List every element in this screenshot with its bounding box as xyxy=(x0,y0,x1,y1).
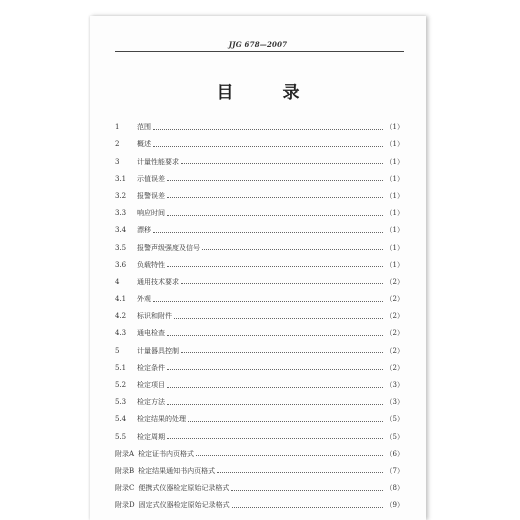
toc-entry-number: 附录B xyxy=(115,466,135,475)
toc-entry-number: 附录D xyxy=(115,501,135,510)
toc-entry-page: （5） xyxy=(385,415,404,424)
header-rule xyxy=(115,51,404,52)
toc-entry-number: 3.3 xyxy=(115,209,127,218)
toc-entry-number: 3.6 xyxy=(115,260,127,269)
toc-entry-page: （1） xyxy=(385,243,404,252)
toc-entry-page: （2） xyxy=(385,363,404,372)
toc-entry-page: （2） xyxy=(385,295,404,304)
toc-entry-number: 4.2 xyxy=(115,312,127,321)
toc-entry-title: 检定证书内页格式 xyxy=(138,449,195,458)
toc-entry-number: 5.4 xyxy=(115,415,127,424)
toc-entry xyxy=(115,337,404,354)
toc-entry-number: 3 xyxy=(115,157,120,166)
toc-entry-title: 响应时间 xyxy=(137,209,165,218)
toc-entry-page: （1） xyxy=(385,123,404,132)
toc-entry-title: 通用技术要求 xyxy=(137,277,179,286)
toc-entry-number: 4.1 xyxy=(115,295,127,304)
toc-entry xyxy=(115,492,404,509)
toc-leader-dots xyxy=(196,455,383,456)
toc-leader-dots xyxy=(167,438,383,439)
toc-entry xyxy=(115,269,404,286)
toc-entry-title: 检定周期 xyxy=(137,432,165,441)
toc-entry xyxy=(115,475,404,492)
toc-leader-dots xyxy=(181,163,383,164)
toc-entry-number: 附录A xyxy=(115,449,135,458)
toc-entry-page: （8） xyxy=(385,484,404,493)
toc-entry xyxy=(115,217,404,234)
toc-entry-page: （1） xyxy=(385,157,404,166)
toc-entry-page: （1） xyxy=(385,140,404,149)
toc-entry-number: 5.3 xyxy=(115,398,127,407)
toc-entry-title: 漂移 xyxy=(137,226,151,235)
toc-leader-dots xyxy=(167,266,383,267)
toc-entry xyxy=(115,389,404,406)
toc-entry-title: 外观 xyxy=(137,295,151,304)
standard-code: JJG 678—2007 xyxy=(228,40,288,49)
toc-entry-page: （9） xyxy=(385,501,404,510)
toc-leader-dots xyxy=(167,335,383,336)
toc-entry xyxy=(115,441,404,458)
toc-entry-page: （1） xyxy=(385,174,404,183)
toc-entry-title: 检定条件 xyxy=(137,363,165,372)
toc-entry-page: （1） xyxy=(385,191,404,200)
toc-entry-page: （2） xyxy=(385,346,404,355)
toc-entry xyxy=(115,355,404,372)
toc-leader-dots xyxy=(181,352,383,353)
toc-entry xyxy=(115,114,404,131)
toc-leader-dots xyxy=(167,180,383,181)
toc-entry-page: （6） xyxy=(385,449,404,458)
table-of-contents xyxy=(115,114,404,509)
toc-leader-dots xyxy=(232,507,383,508)
toc-entry-number: 5.2 xyxy=(115,381,127,389)
toc-leader-dots xyxy=(174,318,383,319)
toc-entry-number: 4.3 xyxy=(115,329,127,338)
toc-entry-page: （2） xyxy=(385,329,404,338)
toc-entry-number: 4 xyxy=(115,277,120,286)
toc-leader-dots xyxy=(231,490,383,491)
toc-entry-title: 负载特性 xyxy=(137,260,165,269)
toc-entry-number: 5.1 xyxy=(115,363,127,372)
toc-leader-dots xyxy=(167,387,383,388)
toc-entry xyxy=(115,320,404,337)
toc-entry-page: （5） xyxy=(385,432,404,441)
toc-entry xyxy=(115,406,404,423)
toc-entry-title: 固定式仪器检定原始记录格式 xyxy=(138,501,230,510)
toc-entry-number: 3.2 xyxy=(115,191,127,200)
toc-entry-number: 3.1 xyxy=(115,174,127,183)
toc-leader-dots xyxy=(202,249,383,250)
toc-entry-page: （3） xyxy=(385,398,404,407)
toc-entry xyxy=(115,131,404,148)
toc-leader-dots xyxy=(217,472,383,473)
toc-entry-number: 5 xyxy=(115,346,120,355)
toc-entry-title: 检定结果通知书内页格式 xyxy=(138,466,216,475)
document-page xyxy=(90,16,426,520)
toc-leader-dots xyxy=(188,421,383,422)
toc-entry-number: 附录C xyxy=(115,484,135,493)
toc-entry-title: 检定项目 xyxy=(137,381,165,389)
toc-entry-title: 检定结果的处理 xyxy=(137,415,186,424)
toc-leader-dots xyxy=(167,215,383,216)
toc-entry xyxy=(115,183,404,200)
toc-leader-dots xyxy=(153,146,383,147)
toc-entry-title: 计量性能要求 xyxy=(137,157,179,166)
toc-entry-title: 报警声级强度及信号 xyxy=(137,243,200,252)
toc-entry-page: （1） xyxy=(385,209,404,218)
toc-leader-dots xyxy=(153,232,383,233)
toc-leader-dots xyxy=(153,129,383,130)
toc-entry xyxy=(115,252,404,269)
toc-entry-page: （1） xyxy=(385,260,404,269)
toc-entry-number: 5.5 xyxy=(115,432,127,441)
toc-entry-title: 便携式仪器检定原始记录格式 xyxy=(138,484,230,493)
toc-leader-dots xyxy=(153,301,383,302)
toc-entry-number: 1 xyxy=(115,123,120,132)
toc-entry-title: 示值误差 xyxy=(137,174,165,183)
toc-entry xyxy=(115,286,404,303)
toc-entry xyxy=(115,372,404,389)
toc-title: 目 录 xyxy=(216,83,316,103)
toc-entry-page: （2） xyxy=(385,277,404,286)
toc-entry xyxy=(115,200,404,217)
toc-entry xyxy=(115,423,404,440)
toc-entry-number: 3.4 xyxy=(115,226,127,235)
toc-entry xyxy=(115,303,404,320)
toc-entry-page: （7） xyxy=(385,466,404,475)
toc-entry-page: （1） xyxy=(385,226,404,235)
toc-entry-page: （3） xyxy=(385,381,404,389)
toc-entry-title: 概述 xyxy=(137,140,151,149)
toc-entry-title: 计量器具控制 xyxy=(137,346,179,355)
toc-leader-dots xyxy=(167,197,383,198)
toc-entry-title: 检定方法 xyxy=(137,398,165,407)
toc-entry xyxy=(115,166,404,183)
toc-entry-title: 标识和附件 xyxy=(137,312,172,321)
toc-entry-number: 2 xyxy=(115,140,120,149)
toc-entry xyxy=(115,458,404,475)
toc-leader-dots xyxy=(167,369,383,370)
toc-entry xyxy=(115,234,404,251)
toc-entry-title: 通电检查 xyxy=(137,329,165,338)
toc-entry-page: （2） xyxy=(385,312,404,321)
toc-leader-dots xyxy=(181,283,383,284)
toc-entry xyxy=(115,148,404,165)
toc-leader-dots xyxy=(167,404,383,405)
toc-entry-title: 范围 xyxy=(137,123,151,132)
toc-entry-number: 3.5 xyxy=(115,243,127,252)
toc-entry-title: 报警误差 xyxy=(137,191,165,200)
